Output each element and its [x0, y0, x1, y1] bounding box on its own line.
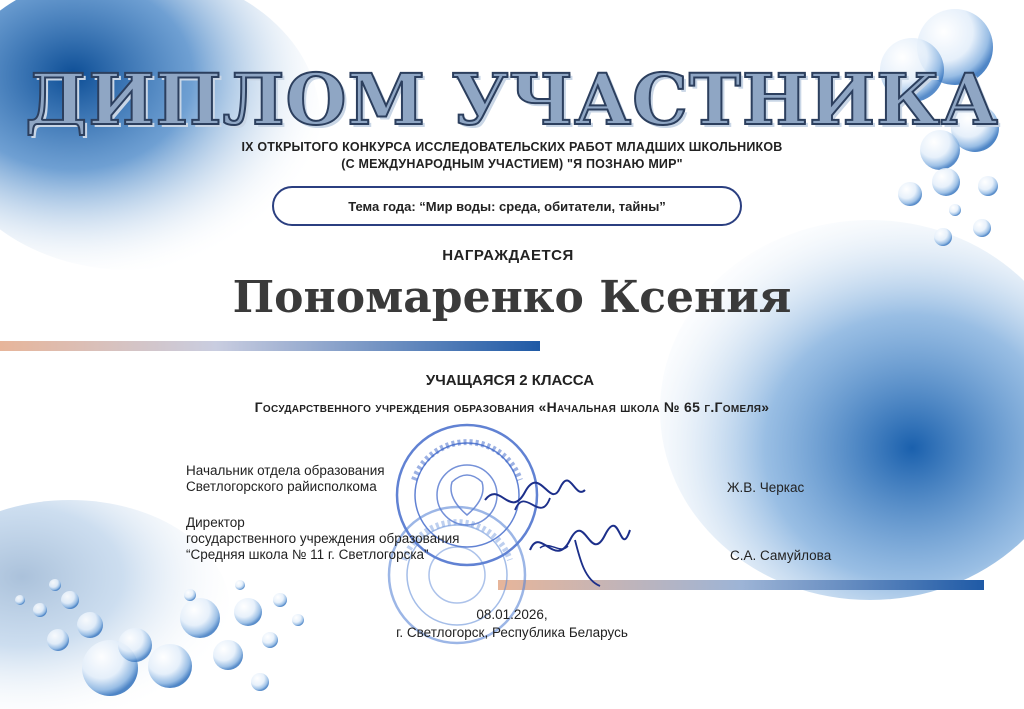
signatory1-position-line1: Начальник отдела образования [186, 463, 385, 478]
theme-text: Тема года: “Мир воды: среда, обитатели, тайны” [348, 198, 666, 214]
school-label: Государственного учреждения образования «Начальная школа № 65 г.Гомеля» [254, 399, 770, 415]
awarded-label: НАГРАЖДАЕТСЯ [442, 247, 574, 264]
subtitle-line2: (С МЕЖДУНАРОДНЫМ УЧАСТИЕМ) "Я ПОЗНАЮ МИР" [341, 157, 683, 171]
issue-place: г. Светлогорск, Республика Беларусь [396, 625, 628, 640]
signatory1-name: Ж.В. Черкас [727, 480, 805, 495]
signatory2-position-line1: Директор [186, 515, 245, 530]
signatory2-name: С.А. Самуйлова [730, 548, 832, 563]
signatory2-position [186, 515, 459, 563]
recipient-name: Пономаренко Ксения [232, 272, 792, 323]
signatory1-position [186, 463, 385, 495]
signatory2-position-line2: государственного учреждения образования [186, 531, 460, 546]
signatory2-position-line3: “Средняя школа № 11 г. Светлогорска” [186, 547, 429, 562]
signatory1-position-line2: Светлогорского райисполкома [186, 479, 377, 494]
subtitle-line1: IX ОТКРЫТОГО КОНКУРСА ИССЛЕДОВАТЕЛЬСКИХ РАБОТ МЛАДШИХ ШКОЛЬНИКОВ [241, 140, 783, 154]
diploma-title: ДИПЛОМ УЧАСТНИКА [25, 58, 999, 141]
issue-date: 08.01.2026, [476, 607, 548, 622]
theme-box [272, 186, 742, 226]
grade-label: УЧАЩАЯСЯ 2 КЛАССА [425, 372, 595, 389]
signature-2 [520, 510, 640, 590]
